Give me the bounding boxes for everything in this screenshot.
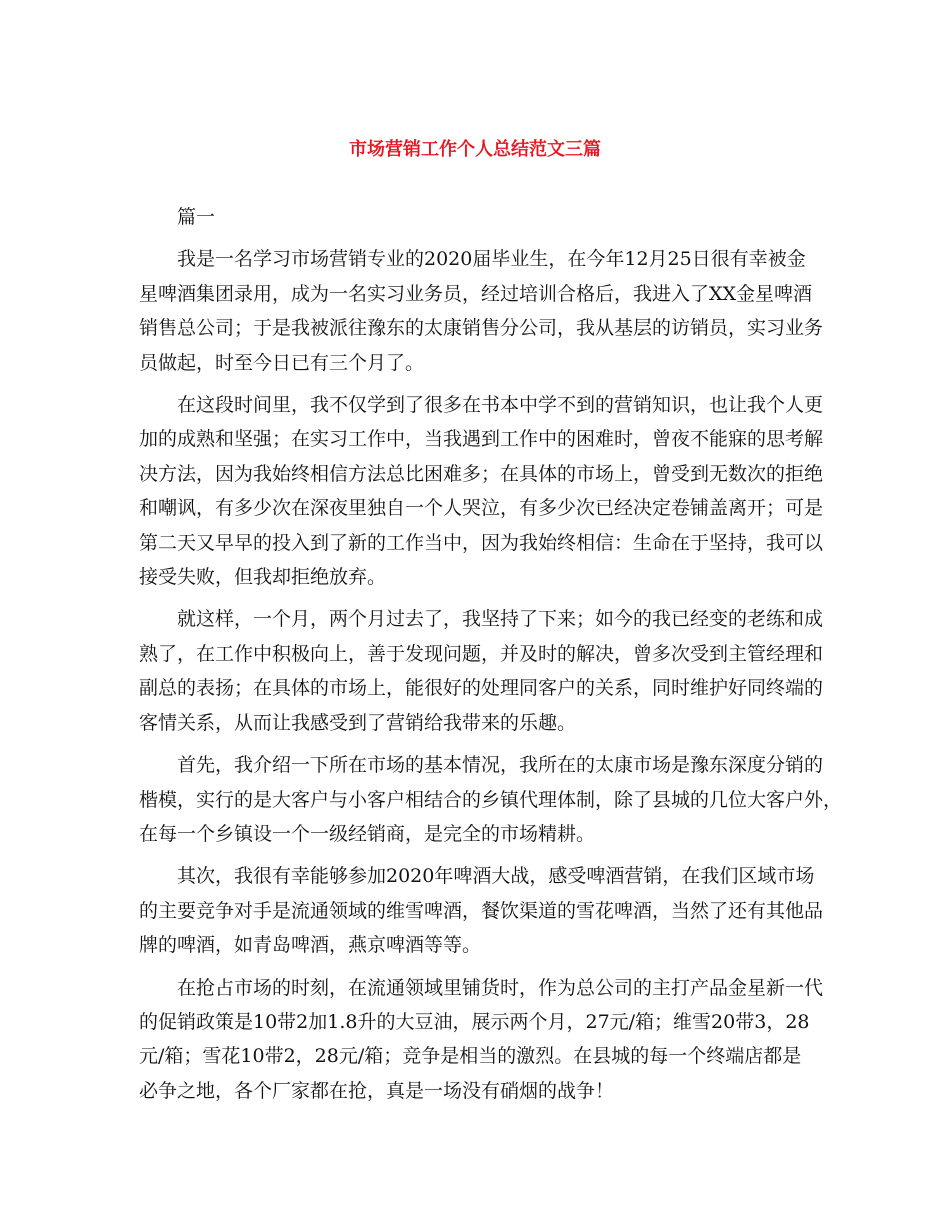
paragraph-line: 员做起，时至今日已有三个月了。 bbox=[139, 351, 425, 374]
paragraph-line: 在这段时间里，我不仅学到了很多在书本中学不到的营销知识，也让我个人更 bbox=[177, 394, 824, 417]
paragraph-line: 就这样，一个月，两个月过去了，我坚持了下来；如今的我已经变的老练和成 bbox=[177, 608, 824, 631]
paragraph-line: 其次，我很有幸能够参加2020年啤酒大战，感受啤酒营销，在我们区域市场 bbox=[177, 865, 815, 888]
paragraph-line: 首先，我介绍一下所在市场的基本情况，我所在的太康市场是豫东深度分销的 bbox=[177, 754, 824, 777]
paragraph-line: 和嘲讽，有多少次在深夜里独自一个人哭泣，有多少次已经决定卷铺盖离开；可是 bbox=[139, 497, 824, 520]
paragraph-1 bbox=[139, 242, 824, 380]
section-label: 篇一 bbox=[177, 206, 216, 228]
paragraph-line: 接受失败，但我却拒绝放弃。 bbox=[139, 566, 387, 589]
paragraph-line: 在抢占市场的时刻，在流通领域里铺货时，作为总公司的主打产品金星新一代 bbox=[177, 976, 824, 999]
paragraph-3 bbox=[139, 602, 824, 740]
paragraph-line: 熟了，在工作中积极向上，善于发现问题，并及时的解决，曾多次受到主管经理和 bbox=[139, 642, 824, 665]
paragraph-line: 必争之地，各个厂家都在抢，真是一场没有硝烟的战争！ bbox=[139, 1079, 615, 1102]
paragraph-2 bbox=[139, 388, 824, 594]
paragraph-line: 的促销政策是10带2加1.8升的大豆油，展示两个月，27元/箱；维雪20带3，28 bbox=[139, 1010, 810, 1033]
paragraph-line: 楷模，实行的是大客户与小客户相结合的乡镇代理体制，除了县城的几位大客户外， bbox=[139, 788, 843, 811]
paragraph-line: 副总的表扬；在具体的市场上，能很好的处理同客户的关系，同时维护好同终端的 bbox=[139, 677, 824, 700]
document-body bbox=[139, 200, 843, 1108]
document-title: 市场营销工作个人总结范文三篇 bbox=[349, 139, 601, 160]
paragraph-line: 加的成熟和坚强；在实习工作中，当我遇到工作中的困难时，曾夜不能寐的思考解 bbox=[139, 428, 824, 451]
paragraph-line: 元/箱；雪花10带2，28元/箱；竞争是相当的激烈。在县城的每一个终端店都是 bbox=[139, 1045, 802, 1068]
paragraph-line: 牌的啤酒，如青岛啤酒，燕京啤酒等等。 bbox=[139, 934, 482, 957]
paragraph-line: 销售总公司；于是我被派往豫东的太康销售分公司，我从基层的访销员，实习业务 bbox=[139, 317, 824, 340]
paragraph-line: 客情关系，从而让我感受到了营销给我带来的乐趣。 bbox=[139, 711, 577, 734]
paragraph-line: 在每一个乡镇设一个一级经销商，是完全的市场精耕。 bbox=[139, 822, 596, 845]
paragraph-line: 星啤酒集团录用，成为一名实习业务员，经过培训合格后，我进入了XX金星啤酒 bbox=[139, 282, 813, 305]
paragraph-6 bbox=[139, 971, 824, 1109]
paragraph-line: 第二天又早早的投入到了新的工作当中，因为我始终相信：生命在于坚持，我可以 bbox=[139, 531, 824, 554]
paragraph-line: 我是一名学习市场营销专业的2020届毕业生，在今年12月25日很有幸被金 bbox=[177, 248, 806, 271]
paragraph-line: 决方法，因为我始终相信方法总比困难多；在具体的市场上，曾受到无数次的拒绝 bbox=[139, 462, 824, 485]
paragraph-line: 的主要竞争对手是流通领域的维雪啤酒，餐饮渠道的雪花啤酒，当然了还有其他品 bbox=[139, 899, 824, 922]
paragraph-5 bbox=[139, 859, 824, 962]
paragraph-4 bbox=[139, 748, 843, 851]
